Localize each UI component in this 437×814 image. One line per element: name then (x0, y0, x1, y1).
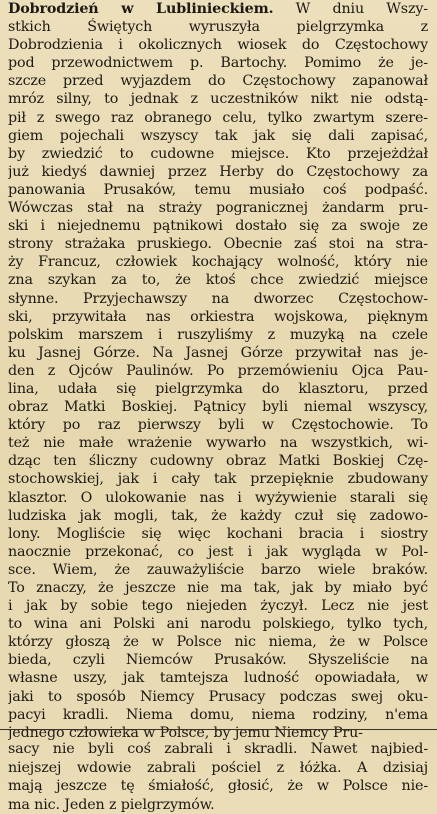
article-line: ski, przywitała nas orkiestra wojskowa, pięknym (8, 308, 428, 326)
article-line: ski i niejednemu pątnikowi dostało się za swoje ze (8, 217, 428, 235)
article-line: ży Francuz, człowiek kochający wolność, który nie (8, 253, 428, 271)
article-line: naocznie przekonać, co jest i jak wygląda w Pol- (8, 543, 428, 561)
article-line: szcze przed wyjazdem do Częstochowy zapanował (8, 72, 428, 90)
article-line: Wówczas stał na straży pogranicznej żandarm pru- (8, 199, 428, 217)
article-line: mróz silny, to jednak z uczestników nikt nie odstą- (8, 90, 428, 108)
article-line: to wina ani Polski ani narodu polskiego, tylko tych, (8, 615, 428, 633)
article-line: słynne. Przyjechawszy na dworzec Częstochow- (8, 290, 428, 308)
article-line: stochowskiej, jak i cały tak przepięknie zbudowany (8, 470, 428, 488)
column-divider (0, 729, 437, 730)
article-line: już kiedyś dawniej przez Herby do Częstochowy za (8, 163, 428, 181)
article-line: bieda, czyli Niemców Prusaków. Słyszeliście na (8, 651, 428, 669)
article-line: stkich Świętych wyruszyła pielgrzymka z (8, 18, 428, 36)
article-line: jaki to sposób Niemcy Prusacy podczas swej oku- (8, 688, 428, 706)
article-line: dząc ten śliczny cudowny obraz Matki Boskiej Czę- (8, 452, 428, 470)
article-heading: Dobrodzień w Lublinieckiem. (8, 1, 273, 17)
article-line: sacy nie byli coś zabrali i skradli. Nawet najbied- (8, 740, 428, 759)
article-line: też nie małe wrażenie wywarło na wszystkich, wi- (8, 434, 428, 452)
article-line: pacyi kradli. Niema domu, niema rodziny, n'ema (8, 706, 428, 724)
article-line: den z Ojców Paulinów. Po przemówieniu Ojca Pau- (8, 362, 428, 380)
article-line: lony. Mogliście się więc kochani bracia i siostry (8, 525, 428, 543)
article-line: ludziska jak mogli, tak, że każdy czuł się zadowo- (8, 507, 428, 525)
article-line: To znaczy, że jeszcze nie ma tak, jak by miało być (8, 579, 428, 597)
article-line: Dobrodzień w Lublinieckiem. W dniu Wszy- (8, 0, 428, 18)
article-line: własne uszy, jak tamtejsza ludność opowiadała, w (8, 669, 428, 687)
article-line: sce. Wiem, że zauważyliście barzo wiele braków. (8, 561, 428, 579)
article-line: panowania Prusaków, temu musiało coś podpaść. (8, 181, 428, 199)
article-line: niejszej wdowie zabrali pościel z łóżka. A dzisiaj (8, 759, 428, 778)
article-line: mają jeszcze tę śmiałość, głosić, że w Polsce nie- (8, 777, 428, 796)
article-line: klasztor. O ulokowanie nas i wyżywienie starali się (8, 489, 428, 507)
article-line: ma nic. Jeden z pielgrzymów. (8, 796, 428, 814)
article-line: lina, udała się pielgrzymka do klasztoru, przed (8, 380, 428, 398)
article-line: i jak by sobie tego niejeden życzył. Lecz nie jest (8, 597, 428, 615)
article-line: pił z swego raz obranego celu, tylko zwartym szere- (8, 109, 428, 127)
article-line: by zwiedzić to cudowne miejsce. Kto przejeżdżał (8, 145, 428, 163)
article-column-bottom (8, 740, 428, 807)
article-line: ku Jasnej Górze. Na Jasnej Górze przywitał nas je- (8, 344, 428, 362)
article-line: jednego człowieka w Polsce, by jemu Niemcy Pru- (8, 724, 428, 742)
article-line: zna szykan za to, że ktoś chce zwiedzić miejsce (8, 271, 428, 289)
article-line: strony strażaka pruskiego. Obecnie zaś stoi na stra- (8, 235, 428, 253)
article-line: pod przewodnictwem p. Bartochy. Pomimo że je- (8, 54, 428, 72)
article-line: którzy głoszą że w Polsce nic niema, że w Polsce (8, 633, 428, 651)
article-line: polskim marszem i ruszyliśmy z muzyką na czele (8, 326, 428, 344)
article-line: obraz Matki Boskiej. Pątnicy byli niemal wszyscy, (8, 398, 428, 416)
article-column-top (8, 0, 428, 726)
article-line: giem pojechali wszyscy tak jak się dali zapisać, (8, 127, 428, 145)
article-line: Dobrodzienia i okolicznych wiosek do Częstochowy (8, 36, 428, 54)
article-line: który po raz pierwszy byli w Częstochowie. To (8, 416, 428, 434)
